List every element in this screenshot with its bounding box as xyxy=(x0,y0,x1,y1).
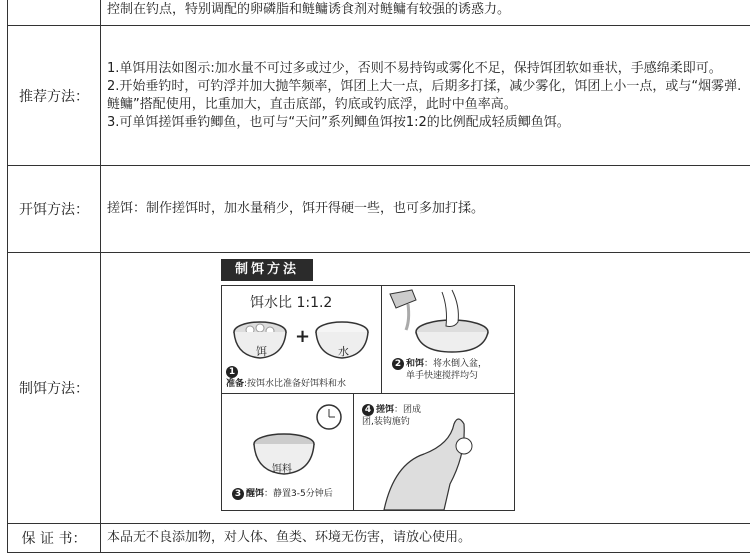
plus-sign: + xyxy=(295,328,310,346)
step4-panel xyxy=(353,393,515,511)
step4-title: 搓饵 xyxy=(376,405,394,415)
step4-number: 4 xyxy=(362,404,374,416)
step2-text1: ：将水倒入盆， xyxy=(424,359,487,369)
step2-caption xyxy=(392,358,487,382)
text-line: 2.开始垂钓时，可钓浮并加大抛竿频率，饵团上大一点，后期多打揉，减少雾化，饵团上小一点，或与“烟雾弹.鲢鳙”搭配使用，比重加大，直击底部，钓底或钓底浮，此时中鱼率高。 xyxy=(107,78,750,114)
bowl-bait-label: 饵 xyxy=(256,346,267,358)
mixing-hand-icon xyxy=(382,286,514,356)
row-label: 推荐方法： xyxy=(8,26,101,166)
step4-text2: 团,装钩施钓 xyxy=(362,417,410,427)
step1-number: 1 xyxy=(226,366,238,378)
row-value xyxy=(101,0,750,26)
row-label: 开饵方法： xyxy=(8,166,101,253)
bait-making-diagram xyxy=(221,259,521,517)
text-line: 1.单饵用法如图示:加水量不可过多或过少，否则不易持钩或雾化不足，保持饵团软如垂状，手感绵柔即可。 xyxy=(107,60,750,78)
step1-text: :按饵水比准备好饵料和水 xyxy=(244,379,346,389)
step3-title: 醒饵 xyxy=(246,489,264,499)
clock-icon xyxy=(314,402,344,432)
spec-table xyxy=(7,0,750,553)
row-label xyxy=(8,0,101,26)
table-row xyxy=(8,524,750,553)
text-line: 控制在钓点，特别调配的卵磷脂和鲢鳙诱食剂对鲢鳙有较强的诱惑力。 xyxy=(107,1,750,19)
step1-title: 准备 xyxy=(226,379,244,389)
table-row xyxy=(8,253,750,524)
step4-text1: ：团成 xyxy=(394,405,421,415)
row-value xyxy=(101,166,750,253)
text-line: 3.可单饵搓饵垂钓鲫鱼，也可与“天问”系列鲫鱼饵按1:2的比例配成轻质鲫鱼饵。 xyxy=(107,114,750,132)
table-row xyxy=(8,166,750,253)
text-line: 本品无不良添加物，对人体、鱼类、环境无伤害，请放心使用。 xyxy=(107,529,750,547)
table-row xyxy=(8,0,750,26)
step3-number: 3 xyxy=(232,488,244,500)
row-label: 保 证 书： xyxy=(8,524,101,553)
step1-caption xyxy=(226,366,346,390)
step3-panel xyxy=(221,393,355,511)
step2-title: 和饵 xyxy=(406,359,424,369)
row-value xyxy=(101,253,750,524)
text-line: 搓饵：制作搓饵时，加水量稍少，饵开得硬一些，也可多加打揉。 xyxy=(107,200,750,218)
step3-text: ：静置3-5分钟后 xyxy=(264,489,333,499)
diagram-title: 制饵方法 xyxy=(221,259,313,281)
bowl-water-label: 水 xyxy=(338,346,349,358)
step4-caption xyxy=(362,404,421,428)
row-value xyxy=(101,26,750,166)
ratio-label: 饵水比 1:1.2 xyxy=(250,294,332,312)
row-label: 制饵方法： xyxy=(8,253,101,524)
step3-caption xyxy=(232,488,333,500)
step2-panel xyxy=(381,285,515,395)
step2-number: 2 xyxy=(392,358,404,370)
bowl-paste-label: 饵料 xyxy=(272,464,292,476)
row-value xyxy=(101,524,750,553)
step2-text2: 单手快速搅拌均匀 xyxy=(392,371,478,381)
table-row xyxy=(8,26,750,166)
step1-panel xyxy=(221,285,383,395)
